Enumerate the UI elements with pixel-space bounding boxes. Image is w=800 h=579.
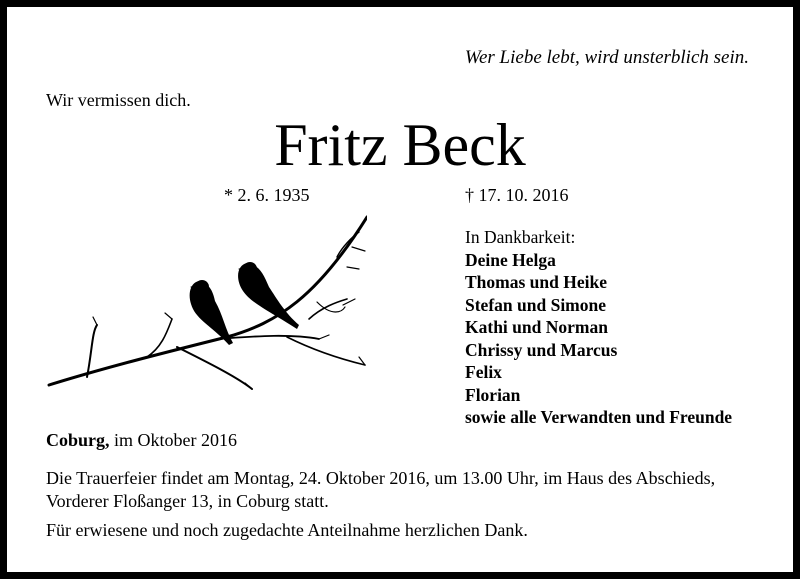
mourner: Felix: [465, 362, 502, 382]
mourner: Florian: [465, 384, 521, 405]
intro-text: Wir vermissen dich.: [46, 90, 191, 110]
deceased-name: Fritz Beck: [274, 112, 526, 178]
thanks-heading: In Dankbarkeit:: [465, 227, 576, 247]
birds-on-branch-illustration: [47, 207, 367, 392]
place-date: [46, 430, 237, 451]
motto: Wer Liebe lebt, wird unsterblich sein.: [464, 47, 749, 68]
service-line: Die Trauerfeier findet am Montag, 24. Oktober 2016, um 13.00 Uhr, im Haus des Abschieds,: [46, 468, 716, 488]
mourner: Kathi und Norman: [465, 317, 608, 337]
mourner: Chrissy und Marcus: [465, 339, 618, 360]
obituary-card: [7, 7, 793, 572]
date-text: im Oktober 2016: [114, 430, 238, 450]
birth-date: * 2. 6. 1935: [224, 185, 310, 205]
mourner: Stefan und Simone: [465, 294, 607, 315]
mourner: Deine Helga: [465, 249, 556, 270]
service-line: Vorderer Floßanger 13, in Coburg statt.: [46, 491, 329, 511]
death-date: † 17. 10. 2016: [465, 185, 569, 205]
closing-text: Für erwiesene und noch zugedachte Anteilnahme herzlichen Dank.: [46, 520, 528, 540]
funeral-service-info: [46, 467, 715, 513]
thanks-block: [465, 226, 732, 429]
mourner: Thomas und Heike: [465, 272, 607, 292]
place-name: Coburg,: [46, 430, 110, 450]
mourner: sowie alle Verwandten und Freunde: [465, 407, 733, 427]
